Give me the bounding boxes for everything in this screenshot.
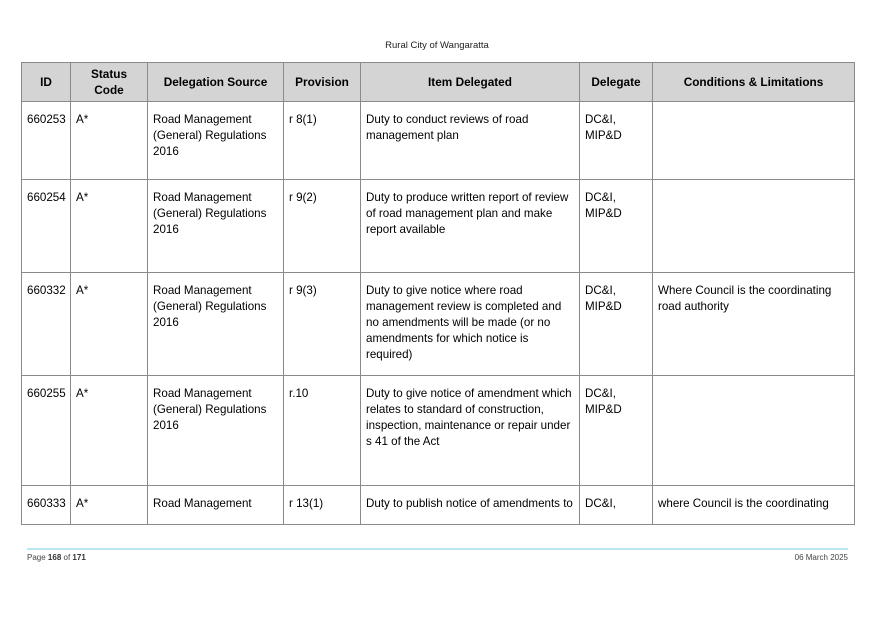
cell-delegate — [580, 102, 653, 180]
page-total: 171 — [72, 553, 86, 562]
cell-item-delegated — [361, 180, 580, 273]
cell-item-delegated-line: inspection, maintenance or repair under — [366, 419, 571, 432]
table-row — [22, 486, 855, 525]
cell-provision: r 8(1) — [284, 102, 361, 180]
cell-delegate-line: DC&I, — [585, 191, 616, 204]
cell-conditions-line: where Council is the coordinating — [658, 497, 829, 510]
cell-delegation-source — [148, 180, 284, 273]
cell-delegation-source-line: (General) Regulations — [153, 403, 267, 416]
cell-item-delegated — [361, 486, 580, 525]
column-header-status-code: Status Code — [71, 63, 148, 102]
cell-delegation-source-line: (General) Regulations — [153, 129, 267, 142]
cell-delegate-line: MIP&D — [585, 403, 622, 416]
cell-item-delegated-line: no amendments will be made (or no — [366, 316, 551, 329]
cell-delegate-line: MIP&D — [585, 207, 622, 220]
cell-delegation-source-line: (General) Regulations — [153, 300, 267, 313]
cell-item-delegated — [361, 102, 580, 180]
table-row — [22, 102, 855, 180]
cell-delegate-line: MIP&D — [585, 129, 622, 142]
cell-status-code: A* — [71, 102, 148, 180]
column-header-provision: Provision — [284, 63, 361, 102]
cell-delegate — [580, 180, 653, 273]
cell-delegation-source-line: 2016 — [153, 419, 179, 432]
cell-item-delegated-line: management review is completed and — [366, 300, 562, 313]
column-header-item-delegated: Item Delegated — [361, 63, 580, 102]
page-current: 168 — [47, 553, 62, 562]
cell-id: 660254 — [22, 180, 71, 273]
cell-provision: r 9(2) — [284, 180, 361, 273]
column-header-delegate: Delegate — [580, 63, 653, 102]
table-header-row — [22, 63, 855, 102]
cell-id: 660332 — [22, 273, 71, 376]
cell-item-delegated-line: Duty to produce written report of review — [366, 191, 569, 204]
table-row — [22, 180, 855, 273]
cell-delegation-source-line: Road Management — [153, 387, 252, 400]
page-number — [27, 553, 86, 562]
cell-delegate-line: DC&I, — [585, 387, 616, 400]
cell-status-code: A* — [71, 486, 148, 525]
cell-delegate-line: MIP&D — [585, 300, 622, 313]
cell-delegation-source-line: Road Management — [153, 497, 252, 510]
cell-delegation-source-line: 2016 — [153, 223, 179, 236]
footer-date: 06 March 2025 — [794, 553, 848, 562]
cell-id: 660253 — [22, 102, 71, 180]
document-header-title: Rural City of Wangaratta — [385, 40, 489, 51]
cell-item-delegated-line: report available — [366, 223, 446, 236]
page-of: of — [63, 553, 71, 562]
cell-item-delegated-line: Duty to give notice of amendment which — [366, 387, 572, 400]
cell-delegate-line: DC&I, — [585, 113, 616, 126]
cell-item-delegated — [361, 273, 580, 376]
cell-delegation-source-line: Road Management — [153, 284, 252, 297]
cell-delegation-source-line: Road Management — [153, 113, 252, 126]
cell-provision: r 9(3) — [284, 273, 361, 376]
cell-item-delegated-line: s 41 of the Act — [366, 435, 440, 448]
delegation-table — [21, 62, 855, 525]
column-header-id: ID — [22, 63, 71, 102]
cell-conditions-line: Where Council is the coordinating — [658, 284, 832, 297]
cell-delegation-source — [148, 273, 284, 376]
cell-conditions — [653, 376, 855, 486]
cell-delegate-line: DC&I, — [585, 284, 616, 297]
cell-conditions — [653, 102, 855, 180]
table-row — [22, 376, 855, 486]
cell-delegation-source-line: Road Management — [153, 191, 252, 204]
cell-item-delegated-line: Duty to give notice where road — [366, 284, 523, 297]
cell-delegate-line: DC&I, — [585, 497, 616, 510]
cell-delegate — [580, 273, 653, 376]
cell-conditions — [653, 273, 855, 376]
cell-conditions — [653, 486, 855, 525]
cell-item-delegated-line: amendments for which notice is — [366, 332, 529, 345]
cell-delegate — [580, 486, 653, 525]
cell-delegation-source — [148, 376, 284, 486]
footer-divider — [27, 548, 848, 550]
cell-item-delegated-line: management plan — [366, 129, 459, 142]
table-row — [22, 273, 855, 376]
cell-id: 660255 — [22, 376, 71, 486]
cell-conditions — [653, 180, 855, 273]
cell-status-code: A* — [71, 273, 148, 376]
cell-delegation-source-line: 2016 — [153, 145, 179, 158]
column-header-conditions: Conditions & Limitations — [653, 63, 855, 102]
cell-delegate — [580, 376, 653, 486]
cell-item-delegated-line: relates to standard of construction, — [366, 403, 544, 416]
cell-id: 660333 — [22, 486, 71, 525]
cell-status-code: A* — [71, 180, 148, 273]
cell-item-delegated-line: of road management plan and make — [366, 207, 553, 220]
cell-item-delegated-line: required) — [366, 348, 413, 361]
cell-provision: r 13(1) — [284, 486, 361, 525]
cell-delegation-source — [148, 102, 284, 180]
cell-delegation-source-line: (General) Regulations — [153, 207, 267, 220]
cell-delegation-source — [148, 486, 284, 525]
cell-item-delegated — [361, 376, 580, 486]
column-header-delegation-source: Delegation Source — [148, 63, 284, 102]
cell-item-delegated-line: Duty to conduct reviews of road — [366, 113, 529, 126]
cell-conditions-line: road authority — [658, 300, 729, 313]
cell-item-delegated-line: Duty to publish notice of amendments to — [366, 497, 573, 510]
cell-status-code: A* — [71, 376, 148, 486]
page-prefix: Page — [27, 553, 46, 562]
cell-delegation-source-line: 2016 — [153, 316, 179, 329]
cell-provision: r.10 — [284, 376, 361, 486]
